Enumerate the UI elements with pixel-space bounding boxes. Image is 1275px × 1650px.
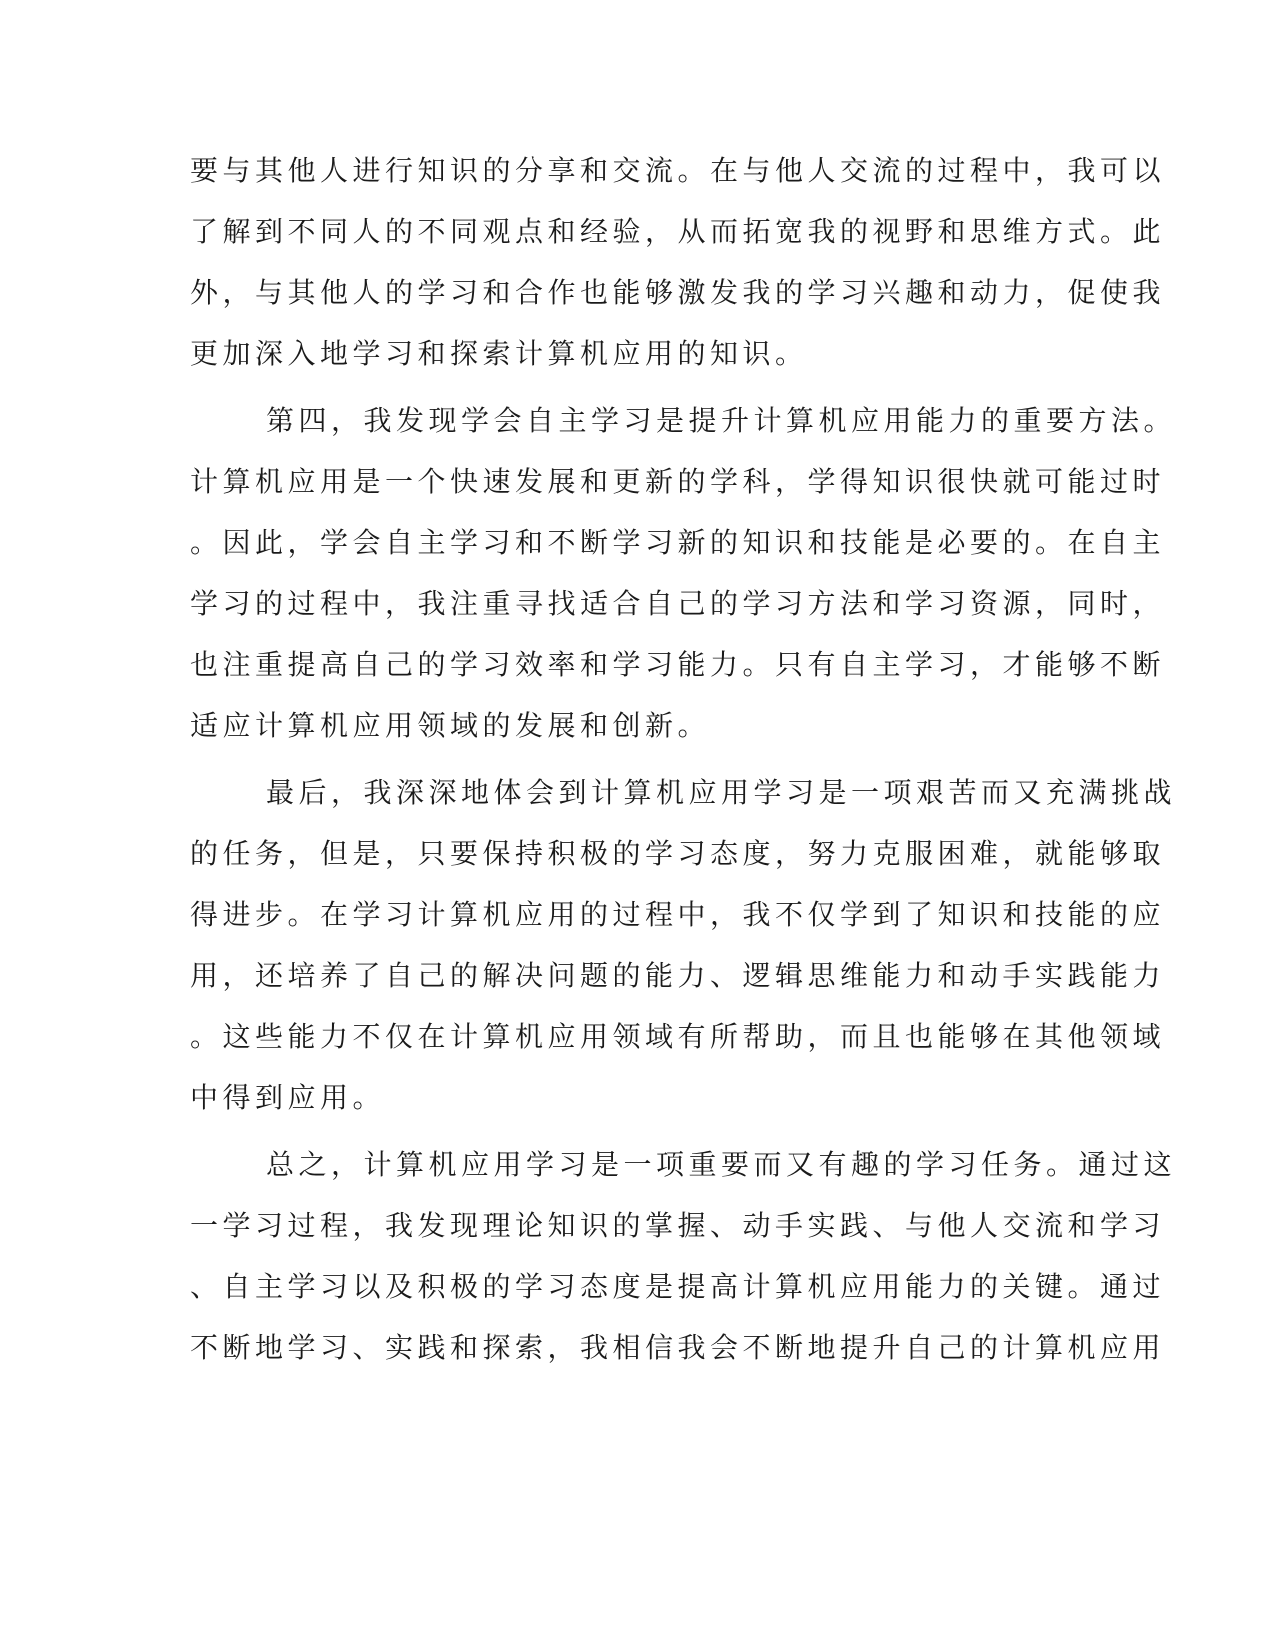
text-line: 外，与其他人的学习和合作也能够激发我的学习兴趣和动力，促使我: [190, 276, 1166, 309]
text-line: 更加深入地学习和探索计算机应用的知识。: [190, 337, 808, 370]
text-line: 也注重提高自己的学习效率和学习能力。只有自主学习，才能够不断: [190, 648, 1166, 681]
text-line: 用，还培养了自己的解决问题的能力、逻辑思维能力和动手实践能力: [190, 959, 1166, 992]
text-line: 计算机应用是一个快速发展和更新的学科，学得知识很快就可能过时: [190, 465, 1166, 498]
paragraph-summary: [190, 1134, 1177, 1378]
text-line: 得进步。在学习计算机应用的过程中，我不仅学到了知识和技能的应: [190, 898, 1166, 931]
text-line: 要与其他人进行知识的分享和交流。在与他人交流的过程中，我可以: [190, 154, 1166, 187]
text-line: 最后，我深深地体会到计算机应用学习是一项艰苦而又充满挑战: [266, 776, 1177, 809]
text-line: 的任务，但是，只要保持积极的学习态度，努力克服困难，就能够取: [190, 837, 1166, 870]
text-line: 一学习过程，我发现理论知识的掌握、动手实践、与他人交流和学习: [190, 1209, 1166, 1242]
paragraph-continued: [190, 140, 1166, 384]
text-line: 了解到不同人的不同观点和经验，从而拓宽我的视野和思维方式。此: [190, 215, 1166, 248]
paragraph-fourth: [190, 390, 1177, 756]
body-text: [190, 140, 1177, 1378]
text-line: 第四，我发现学会自主学习是提升计算机应用能力的重要方法。: [266, 404, 1177, 437]
text-line: 不断地学习、实践和探索，我相信我会不断地提升自己的计算机应用: [190, 1331, 1166, 1364]
paragraph-finally: [190, 762, 1177, 1128]
text-line: 适应计算机应用领域的发展和创新。: [190, 709, 711, 742]
text-line: 。因此，学会自主学习和不断学习新的知识和技能是必要的。在自主: [190, 526, 1166, 559]
text-line: 中得到应用。: [190, 1081, 386, 1114]
text-line: 。这些能力不仅在计算机应用领域有所帮助，而且也能够在其他领域: [190, 1020, 1166, 1053]
text-line: 学习的过程中，我注重寻找适合自己的学习方法和学习资源，同时，: [190, 587, 1166, 620]
text-line: 、自主学习以及积极的学习态度是提高计算机应用能力的关键。通过: [190, 1270, 1166, 1303]
text-line: 总之，计算机应用学习是一项重要而又有趣的学习任务。通过这: [266, 1148, 1177, 1181]
